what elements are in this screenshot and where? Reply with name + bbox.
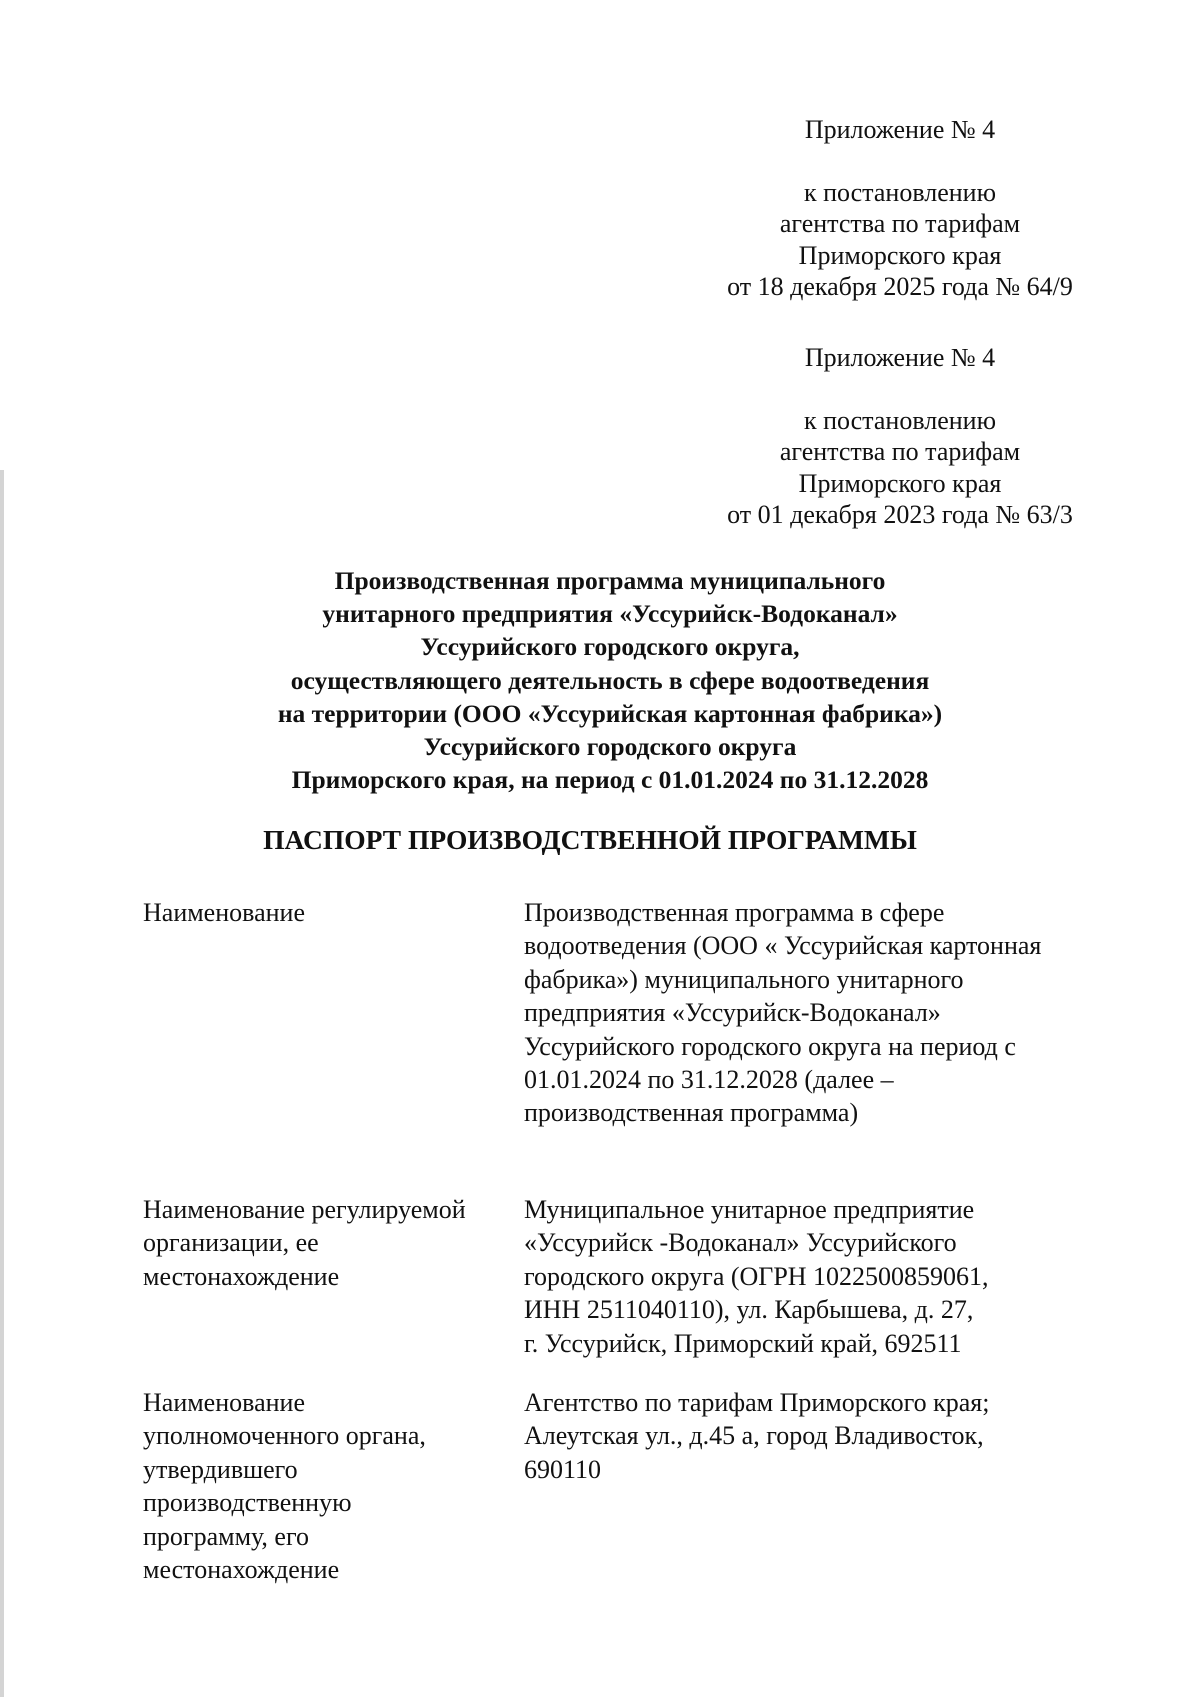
label-line: Наименование xyxy=(143,1388,305,1417)
value-line: фабрика») муниципального унитарного xyxy=(524,964,964,994)
appendix-line: Приморского края xyxy=(798,468,1002,498)
label-line: местонахождение xyxy=(143,1261,340,1291)
appendix-line: Приморского края xyxy=(798,240,1002,270)
value-line: 01.01.2024 по 31.12.2028 (далее – xyxy=(524,1065,894,1095)
value-line: г. Уссурийск, Приморский край, 692511 xyxy=(524,1328,962,1358)
value-line: предприятия «Уссурийск-Водоканал» xyxy=(524,998,941,1028)
label-line: Наименование регулируемой xyxy=(143,1195,466,1224)
label-line: организации, ее xyxy=(143,1228,319,1258)
appendix-line: агентства по тарифам xyxy=(779,437,1021,466)
title-line: осуществляющего деятельность в сфере водоотведения xyxy=(290,665,930,695)
value-line: Производственная программа в сфере xyxy=(524,898,945,927)
appendix-title: Приложение № 4 xyxy=(804,343,996,372)
label-line: Наименование xyxy=(143,898,305,927)
passport-row-value-authority xyxy=(524,1386,1124,1486)
title-line: Производственная программа муниципального xyxy=(334,566,886,595)
passport-heading: ПАСПОРТ ПРОИЗВОДСТВЕННОЙ ПРОГРАММЫ xyxy=(263,824,917,855)
title-line: Уссурийского городского округа xyxy=(423,732,797,762)
appendix-date-line: от 01 декабря 2023 года № 63/3 xyxy=(727,500,1073,529)
passport-row-value-organization xyxy=(524,1193,1124,1360)
value-line: ИНН 2511040110), ул. Карбышева, д. 27, xyxy=(524,1295,974,1325)
label-line: утвердившего xyxy=(143,1454,298,1484)
label-line: местонахождение xyxy=(143,1555,340,1585)
label-line: уполномоченного органа, xyxy=(143,1421,426,1451)
value-line: Уссурийского городского округа на период с xyxy=(524,1031,1016,1061)
appendix-block-current xyxy=(700,114,1100,303)
label-line: программу, его xyxy=(143,1521,309,1551)
passport-row-label-authority xyxy=(143,1386,523,1586)
passport-row-value-name xyxy=(524,896,1124,1130)
passport-row-label-organization xyxy=(143,1193,523,1293)
value-line: Муниципальное унитарное предприятие xyxy=(524,1195,975,1224)
appendix-date-line: от 18 декабря 2025 года № 64/9 xyxy=(727,272,1073,301)
title-line: Уссурийского городского округа, xyxy=(420,632,800,662)
appendix-title: Приложение № 4 xyxy=(804,115,996,144)
title-line: Приморского края, на период с 01.01.2024 по 31.12.2028 xyxy=(291,765,929,795)
value-line: городского округа (ОГРН 1022500859061, xyxy=(524,1261,989,1291)
scan-edge-shadow xyxy=(0,470,4,1697)
appendix-line: агентства по тарифам xyxy=(779,209,1021,238)
value-line: Алеутская ул., д.45 а, город Владивосток, xyxy=(524,1421,984,1451)
appendix-block-previous xyxy=(700,342,1100,531)
value-line: Агентство по тарифам Приморского края; xyxy=(524,1388,990,1417)
value-line: водоотведения (ООО « Уссурийская картонная xyxy=(524,931,1042,961)
passport-row-label-name xyxy=(143,896,523,929)
label-line: производственную xyxy=(143,1488,352,1518)
appendix-line: к постановлению xyxy=(803,177,997,207)
title-line: на территории (ООО «Уссурийская картонная фабрика») xyxy=(277,698,943,728)
title-line: унитарного предприятия «Уссурийск-Водоканал» xyxy=(322,599,898,629)
value-line: 690110 xyxy=(524,1454,602,1484)
value-line: производственная программа) xyxy=(524,1098,859,1128)
value-line: «Уссурийск -Водоканал» Уссурийского xyxy=(524,1228,957,1258)
appendix-line: к постановлению xyxy=(803,405,997,435)
document-title xyxy=(220,564,1000,796)
